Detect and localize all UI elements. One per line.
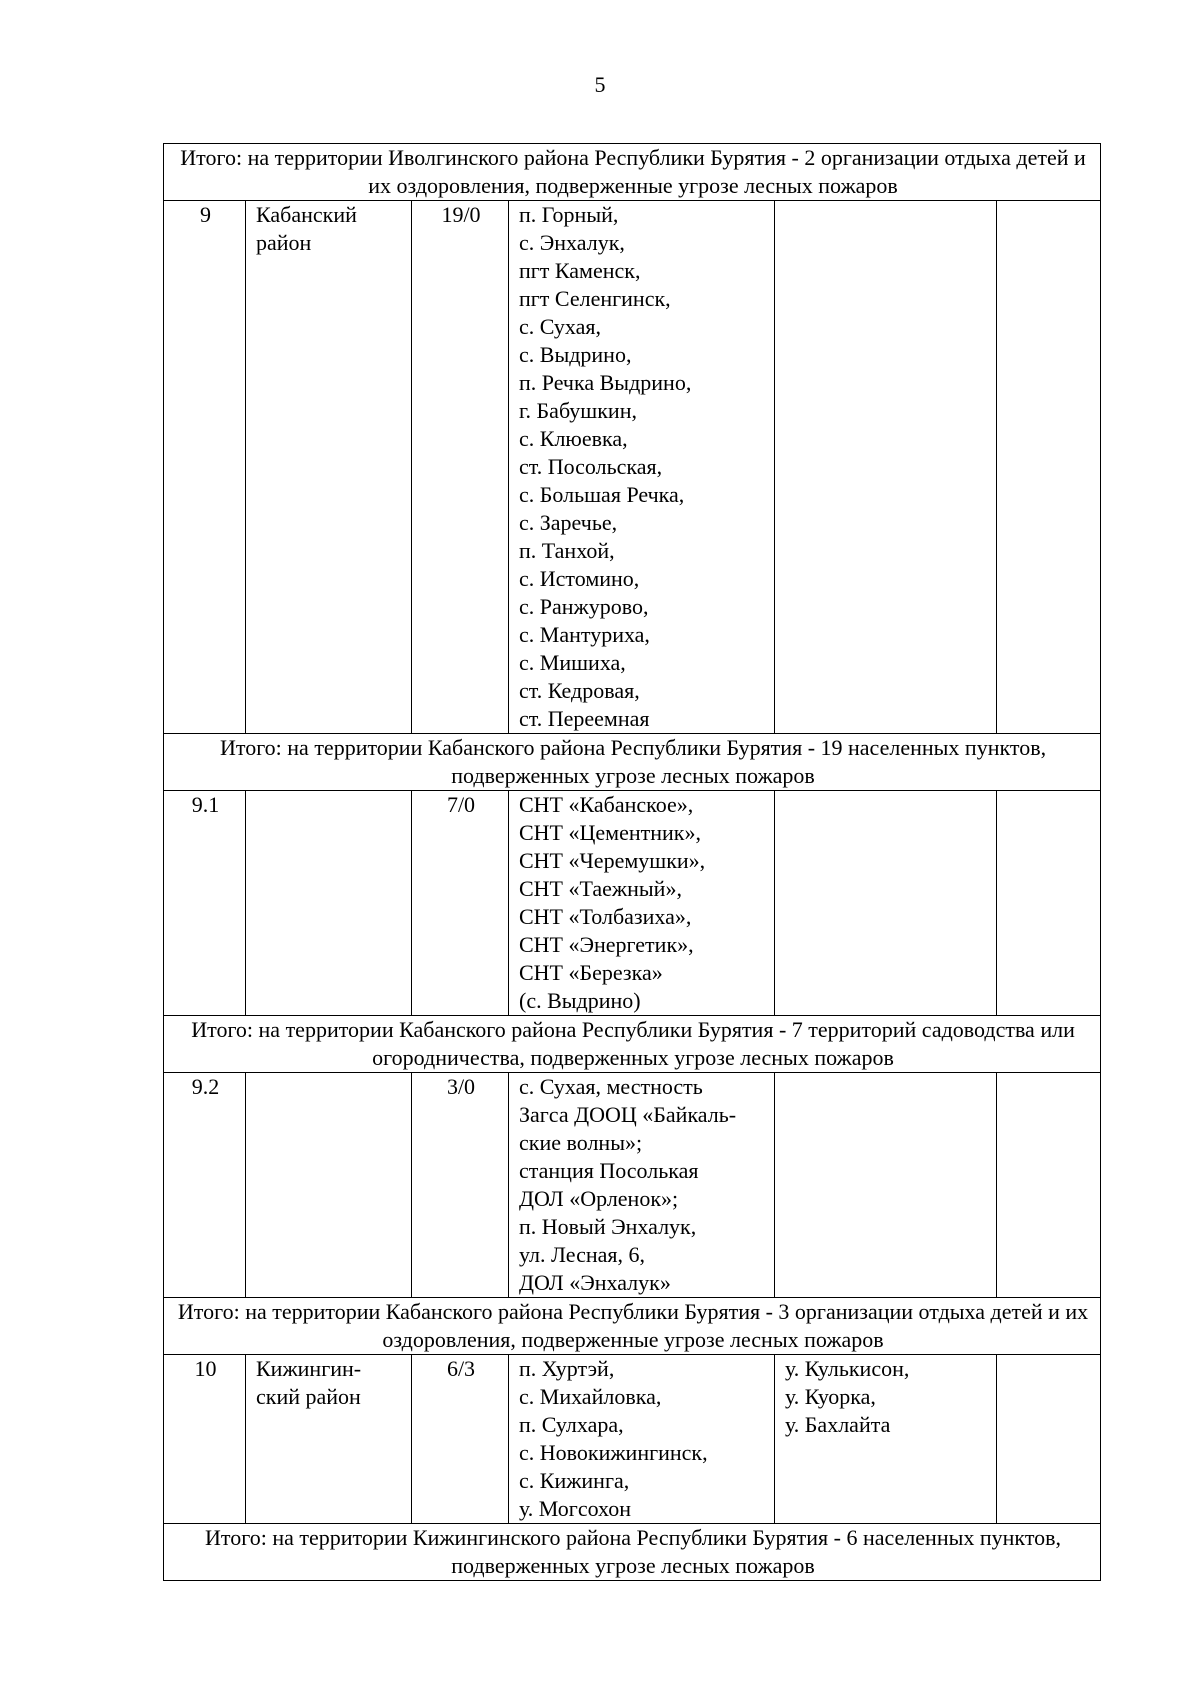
other-places-cell <box>775 201 997 734</box>
place-item: с. Мантуриха, <box>519 622 650 647</box>
place-item: с. Мишиха, <box>519 650 626 675</box>
place-item: пгт Селенгинск, <box>519 286 671 311</box>
row-number: 9.1 <box>164 791 246 1016</box>
settlement-count: 6/3 <box>412 1355 509 1524</box>
settlement-count: 7/0 <box>412 791 509 1016</box>
table-body <box>164 144 1101 1581</box>
extra-cell <box>997 201 1101 734</box>
place-item: п. Сулхара, <box>519 1412 624 1437</box>
place-item: СНТ «Кабанское», <box>519 792 694 817</box>
place-item: ст. Переемная <box>519 706 650 731</box>
place-item: ДОЛ «Орленок»; <box>519 1186 679 1211</box>
place-item: п. Хуртэй, <box>519 1356 615 1381</box>
district-cell <box>246 201 412 734</box>
other-place-item: у. Кулькисон, <box>785 1356 910 1381</box>
place-item: станция Посолькая <box>519 1158 699 1183</box>
place-item: с. Сухая, местность <box>519 1074 703 1099</box>
place-item: СНТ «Толбазиха», <box>519 904 692 929</box>
other-place-item: у. Бахлайта <box>785 1412 891 1437</box>
place-item: с. Михайловка, <box>519 1384 662 1409</box>
settlement-count: 19/0 <box>412 201 509 734</box>
place-item: п. Речка Выдрино, <box>519 370 692 395</box>
places-cell <box>509 201 775 734</box>
total-text: Итого: на территории Кабанского района Республики Бурятия - 3 организации отдыха детей и их оздоровления, подверженные угрозе лесных пожаров <box>164 1298 1101 1355</box>
place-item: с. Заречье, <box>519 510 618 535</box>
place-item: с. Ранжурово, <box>519 594 649 619</box>
district-line: ский район <box>256 1384 361 1409</box>
total-row <box>164 1524 1101 1581</box>
district-cell <box>246 791 412 1016</box>
place-item: с. Сухая, <box>519 314 601 339</box>
total-text: Итого: на территории Кабанского района Республики Бурятия - 7 территорий садоводства или огородничества, подверженных угрозе лесных пожаров <box>164 1016 1101 1073</box>
place-item: СНТ «Энергетик», <box>519 932 694 957</box>
other-places-cell <box>775 1073 997 1298</box>
total-text: Итого: на территории Кижингинского района Республики Бурятия - 6 населенных пунктов, подверженных угрозе лесных пожаров <box>164 1524 1101 1581</box>
total-text: Итого: на территории Кабанского района Республики Бурятия - 19 населенных пунктов, подверженных угрозе лесных пожаров <box>164 734 1101 791</box>
place-item: ские волны»; <box>519 1130 643 1155</box>
place-item: с. Кижинга, <box>519 1468 630 1493</box>
district-cell <box>246 1073 412 1298</box>
row-number: 9 <box>164 201 246 734</box>
total-row <box>164 144 1101 201</box>
row-number: 9.2 <box>164 1073 246 1298</box>
places-cell <box>509 1355 775 1524</box>
total-row <box>164 734 1101 791</box>
district-cell <box>246 1355 412 1524</box>
total-text: Итого: на территории Иволгинского района Республики Бурятия - 2 организации отдыха детей и их оздоровления, подверженные угрозе лесных пожаров <box>164 144 1101 201</box>
other-places-cell <box>775 791 997 1016</box>
other-place-item: у. Куорка, <box>785 1384 876 1409</box>
places-cell <box>509 1073 775 1298</box>
table-row <box>164 201 1101 734</box>
place-item: ул. Лесная, 6, <box>519 1242 646 1267</box>
place-item: пгт Каменск, <box>519 258 641 283</box>
place-item: СНТ «Таежный», <box>519 876 682 901</box>
place-item: ст. Кедровая, <box>519 678 640 703</box>
place-item: п. Горный, <box>519 202 619 227</box>
place-item: с. Выдрино, <box>519 342 632 367</box>
place-item: с. Клюевка, <box>519 426 628 451</box>
place-item: п. Новый Энхалук, <box>519 1214 697 1239</box>
place-item: г. Бабушкин, <box>519 398 637 423</box>
extra-cell <box>997 1073 1101 1298</box>
page-number: 5 <box>594 72 606 97</box>
total-row <box>164 1016 1101 1073</box>
extra-cell <box>997 1355 1101 1524</box>
place-item: Загса ДООЦ «Байкаль- <box>519 1102 737 1127</box>
total-row <box>164 1298 1101 1355</box>
place-item: с. Большая Речка, <box>519 482 685 507</box>
row-number: 10 <box>164 1355 246 1524</box>
places-cell <box>509 791 775 1016</box>
settlement-count: 3/0 <box>412 1073 509 1298</box>
place-item: ДОЛ «Энхалук» <box>519 1270 671 1295</box>
district-line: район <box>256 230 312 255</box>
extra-cell <box>997 791 1101 1016</box>
district-line: Кижингин- <box>256 1356 362 1381</box>
place-item: (с. Выдрино) <box>519 988 641 1013</box>
settlements-table <box>163 143 1101 1581</box>
table-row <box>164 1073 1101 1298</box>
table-row <box>164 1355 1101 1524</box>
place-item: п. Танхой, <box>519 538 615 563</box>
place-item: СНТ «Цементник», <box>519 820 701 845</box>
table-row <box>164 791 1101 1016</box>
place-item: СНТ «Черемушки», <box>519 848 706 873</box>
place-item: у. Могсохон <box>519 1496 631 1521</box>
place-item: с. Истомино, <box>519 566 640 591</box>
other-places-cell <box>775 1355 997 1524</box>
place-item: СНТ «Березка» <box>519 960 663 985</box>
place-item: ст. Посольская, <box>519 454 663 479</box>
district-line: Кабанский <box>256 202 357 227</box>
place-item: с. Новокижингинск, <box>519 1440 708 1465</box>
place-item: с. Энхалук, <box>519 230 625 255</box>
